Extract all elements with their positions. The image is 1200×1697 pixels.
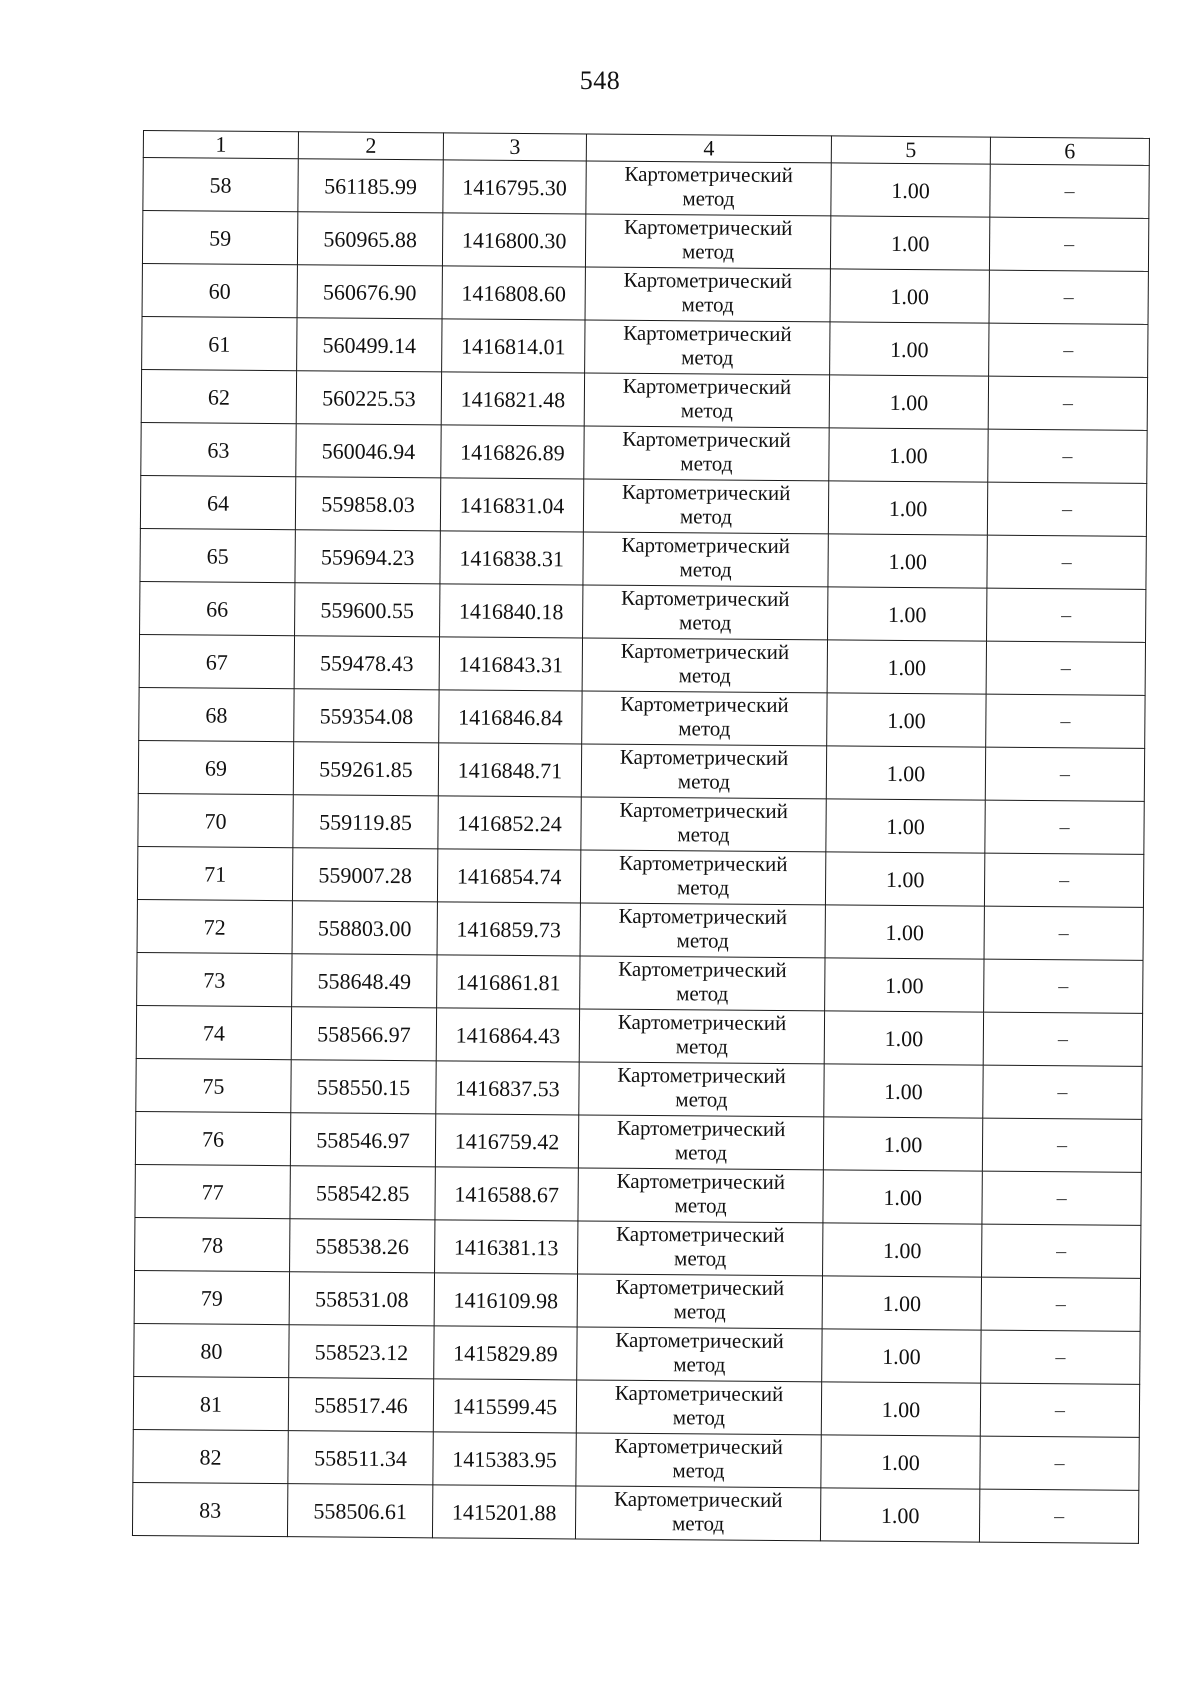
point-number-cell: 76 bbox=[135, 1111, 290, 1165]
x-coordinate-cell: 558511.34 bbox=[288, 1431, 433, 1485]
y-coordinate-cell: 1416859.73 bbox=[437, 902, 580, 956]
note-cell: – bbox=[984, 906, 1143, 960]
x-coordinate-cell: 558523.12 bbox=[289, 1325, 434, 1379]
method-line-2: метод bbox=[677, 769, 731, 794]
header-cell-4: 4 bbox=[586, 134, 831, 163]
method-line-2: метод bbox=[675, 1087, 728, 1112]
note-cell: – bbox=[984, 853, 1143, 907]
accuracy-cell: 1.00 bbox=[823, 1170, 982, 1224]
accuracy-cell: 1.00 bbox=[824, 1064, 983, 1118]
method-cell bbox=[585, 214, 830, 269]
accuracy-cell: 1.00 bbox=[827, 693, 986, 747]
header-cell-1: 1 bbox=[143, 131, 298, 159]
point-number-cell: 81 bbox=[133, 1376, 288, 1430]
point-number-cell: 60 bbox=[142, 263, 297, 317]
method-line-1: Картометрический bbox=[617, 1009, 787, 1036]
note-cell: – bbox=[988, 376, 1147, 430]
method-line-1: Картометрический bbox=[618, 850, 788, 877]
x-coordinate-cell: 558506.61 bbox=[287, 1484, 432, 1538]
x-coordinate-cell: 559694.23 bbox=[295, 530, 440, 584]
header-cell-3: 3 bbox=[443, 133, 586, 161]
method-line-1: Картометрический bbox=[624, 161, 793, 188]
y-coordinate-cell: 1416831.04 bbox=[440, 478, 583, 532]
y-coordinate-cell: 1416381.13 bbox=[435, 1220, 578, 1274]
method-cell bbox=[585, 320, 830, 375]
y-coordinate-cell: 1416814.01 bbox=[442, 319, 585, 373]
point-number-cell: 62 bbox=[141, 369, 296, 423]
note-cell: – bbox=[985, 747, 1144, 801]
method-line-2: метод bbox=[681, 292, 734, 317]
method-line-1: Картометрический bbox=[622, 426, 791, 453]
table-row bbox=[133, 1376, 1139, 1437]
note-cell: – bbox=[983, 1012, 1142, 1066]
table-row bbox=[135, 1217, 1141, 1278]
y-coordinate-cell: 1416864.43 bbox=[436, 1008, 579, 1062]
method-line-2: метод bbox=[676, 981, 729, 1006]
point-number-cell: 69 bbox=[138, 740, 293, 794]
y-coordinate-cell: 1416861.81 bbox=[437, 955, 580, 1009]
note-cell: – bbox=[986, 641, 1145, 695]
method-line-1: Картометрический bbox=[617, 1062, 786, 1089]
note-cell: – bbox=[989, 217, 1148, 271]
method-cell bbox=[576, 1433, 821, 1488]
note-cell: – bbox=[982, 1224, 1141, 1278]
y-coordinate-cell: 1416852.24 bbox=[438, 796, 581, 850]
table-row bbox=[133, 1429, 1139, 1490]
accuracy-cell: 1.00 bbox=[828, 534, 987, 588]
header-cell-6: 6 bbox=[990, 137, 1149, 165]
point-number-cell: 75 bbox=[136, 1058, 291, 1112]
y-coordinate-cell: 1416848.71 bbox=[438, 743, 581, 797]
y-coordinate-cell: 1415599.45 bbox=[433, 1379, 576, 1433]
method-cell bbox=[575, 1486, 820, 1541]
x-coordinate-cell: 558542.85 bbox=[290, 1166, 435, 1220]
table-row bbox=[141, 369, 1147, 430]
method-line-1: Картометрический bbox=[623, 267, 793, 294]
accuracy-cell: 1.00 bbox=[826, 746, 985, 800]
x-coordinate-cell: 560225.53 bbox=[296, 371, 441, 425]
method-cell bbox=[583, 532, 828, 587]
x-coordinate-cell: 559858.03 bbox=[295, 477, 440, 531]
x-coordinate-cell: 558566.97 bbox=[291, 1007, 436, 1061]
table-row bbox=[137, 952, 1143, 1013]
note-cell: – bbox=[982, 1118, 1141, 1172]
accuracy-cell: 1.00 bbox=[830, 322, 989, 376]
method-line-2: метод bbox=[678, 716, 731, 741]
accuracy-cell: 1.00 bbox=[823, 1223, 982, 1277]
table-row bbox=[139, 687, 1145, 748]
accuracy-cell: 1.00 bbox=[828, 587, 987, 641]
method-line-1: Картометрический bbox=[616, 1115, 786, 1142]
point-number-cell: 68 bbox=[139, 687, 294, 741]
x-coordinate-cell: 558538.26 bbox=[290, 1219, 435, 1273]
table-row bbox=[134, 1323, 1140, 1384]
method-cell bbox=[580, 903, 825, 958]
method-line-2: метод bbox=[679, 610, 732, 635]
table-row bbox=[140, 581, 1146, 642]
method-cell bbox=[581, 797, 826, 852]
accuracy-cell: 1.00 bbox=[825, 958, 984, 1012]
y-coordinate-cell: 1416109.98 bbox=[434, 1273, 577, 1327]
table-row bbox=[132, 1482, 1138, 1543]
method-line-2: метод bbox=[674, 1246, 727, 1271]
method-cell bbox=[584, 373, 829, 428]
point-number-cell: 83 bbox=[132, 1482, 287, 1536]
accuracy-cell: 1.00 bbox=[821, 1435, 980, 1489]
table-row bbox=[135, 1111, 1141, 1172]
x-coordinate-cell: 558546.97 bbox=[290, 1113, 435, 1167]
x-coordinate-cell: 559354.08 bbox=[294, 689, 439, 743]
note-cell: – bbox=[990, 164, 1149, 218]
point-number-cell: 80 bbox=[134, 1323, 289, 1377]
method-line-2: метод bbox=[679, 557, 732, 582]
x-coordinate-cell: 559119.85 bbox=[293, 795, 438, 849]
method-cell bbox=[580, 850, 825, 905]
method-cell bbox=[579, 1009, 824, 1064]
method-cell bbox=[579, 1062, 824, 1117]
point-number-cell: 67 bbox=[139, 634, 294, 688]
method-cell bbox=[582, 638, 827, 693]
method-cell bbox=[576, 1380, 821, 1435]
note-cell: – bbox=[980, 1436, 1139, 1490]
method-line-1: Картометрический bbox=[619, 744, 789, 771]
method-line-1: Картометрический bbox=[621, 479, 791, 506]
header-cell-5: 5 bbox=[831, 136, 990, 164]
note-cell: – bbox=[988, 429, 1147, 483]
method-cell bbox=[582, 691, 827, 746]
method-line-2: метод bbox=[672, 1458, 725, 1483]
note-cell: – bbox=[987, 482, 1146, 536]
note-cell: – bbox=[979, 1489, 1138, 1543]
point-number-cell: 74 bbox=[136, 1005, 291, 1059]
x-coordinate-cell: 560676.90 bbox=[297, 265, 442, 319]
point-number-cell: 71 bbox=[137, 846, 292, 900]
x-coordinate-cell: 559478.43 bbox=[294, 636, 439, 690]
point-number-cell: 72 bbox=[137, 899, 292, 953]
method-line-2: метод bbox=[676, 928, 729, 953]
point-number-cell: 66 bbox=[140, 581, 295, 635]
method-line-1: Картометрический bbox=[614, 1433, 784, 1460]
method-line-2: метод bbox=[671, 1511, 725, 1536]
method-line-2: метод bbox=[681, 239, 735, 264]
method-line-1: Картометрический bbox=[623, 320, 792, 347]
method-line-1: Картометрический bbox=[618, 903, 788, 930]
point-number-cell: 61 bbox=[142, 316, 297, 370]
table-row bbox=[140, 528, 1146, 589]
y-coordinate-cell: 1416843.31 bbox=[439, 637, 582, 691]
method-line-1: Картометрический bbox=[621, 585, 790, 612]
point-number-cell: 63 bbox=[141, 422, 296, 476]
method-line-2: метод bbox=[681, 345, 734, 370]
y-coordinate-cell: 1416588.67 bbox=[435, 1167, 578, 1221]
point-number-cell: 79 bbox=[134, 1270, 289, 1324]
method-line-1: Картометрический bbox=[622, 373, 792, 400]
header-cell-2: 2 bbox=[298, 132, 443, 160]
accuracy-cell: 1.00 bbox=[828, 481, 987, 535]
accuracy-cell: 1.00 bbox=[820, 1488, 979, 1542]
method-line-2: метод bbox=[672, 1405, 726, 1430]
y-coordinate-cell: 1416840.18 bbox=[440, 584, 583, 638]
method-cell bbox=[577, 1274, 822, 1329]
note-cell: – bbox=[981, 1330, 1140, 1384]
note-cell: – bbox=[989, 323, 1148, 377]
table-row bbox=[142, 263, 1148, 324]
note-cell: – bbox=[983, 1065, 1142, 1119]
method-cell bbox=[578, 1168, 823, 1223]
method-cell bbox=[583, 479, 828, 534]
table-row bbox=[143, 158, 1149, 219]
point-number-cell: 59 bbox=[142, 211, 297, 265]
accuracy-cell: 1.00 bbox=[825, 905, 984, 959]
note-cell: – bbox=[985, 800, 1144, 854]
accuracy-cell: 1.00 bbox=[830, 216, 989, 270]
point-number-cell: 78 bbox=[135, 1217, 290, 1271]
point-number-cell: 82 bbox=[133, 1429, 288, 1483]
point-number-cell: 73 bbox=[137, 952, 292, 1006]
accuracy-cell: 1.00 bbox=[829, 375, 988, 429]
method-line-2: метод bbox=[677, 822, 730, 847]
accuracy-cell: 1.00 bbox=[822, 1329, 981, 1383]
y-coordinate-cell: 1416808.60 bbox=[442, 266, 585, 320]
table-row bbox=[134, 1270, 1140, 1331]
method-line-1: Картометрический bbox=[616, 1221, 785, 1248]
method-line-1: Картометрический bbox=[623, 214, 793, 241]
method-line-2: метод bbox=[673, 1299, 726, 1324]
note-cell: – bbox=[987, 588, 1146, 642]
method-line-1: Картометрический bbox=[620, 691, 789, 718]
method-line-1: Картометрический bbox=[618, 956, 787, 983]
note-cell: – bbox=[981, 1277, 1140, 1331]
y-coordinate-cell: 1416837.53 bbox=[436, 1061, 579, 1115]
y-coordinate-cell: 1416800.30 bbox=[442, 213, 585, 267]
point-number-cell: 70 bbox=[138, 793, 293, 847]
point-number-cell: 65 bbox=[140, 528, 295, 582]
x-coordinate-cell: 558517.46 bbox=[288, 1378, 433, 1432]
x-coordinate-cell: 560499.14 bbox=[297, 318, 442, 372]
method-cell bbox=[580, 956, 825, 1011]
y-coordinate-cell: 1416826.89 bbox=[441, 425, 584, 479]
coordinates-table bbox=[132, 130, 1150, 1544]
method-line-1: Картометрический bbox=[616, 1168, 786, 1195]
x-coordinate-cell: 558648.49 bbox=[292, 954, 437, 1008]
accuracy-cell: 1.00 bbox=[827, 640, 986, 694]
note-cell: – bbox=[980, 1383, 1139, 1437]
method-line-1: Картометрический bbox=[619, 797, 788, 824]
method-line-2: метод bbox=[676, 875, 730, 900]
y-coordinate-cell: 1416759.42 bbox=[435, 1114, 578, 1168]
note-cell: – bbox=[984, 959, 1143, 1013]
x-coordinate-cell: 561185.99 bbox=[298, 159, 443, 213]
x-coordinate-cell: 558550.15 bbox=[291, 1060, 436, 1114]
method-line-2: метод bbox=[674, 1193, 727, 1218]
method-cell bbox=[578, 1115, 823, 1170]
y-coordinate-cell: 1416854.74 bbox=[437, 849, 580, 903]
method-cell bbox=[584, 426, 829, 481]
y-coordinate-cell: 1415201.88 bbox=[432, 1485, 575, 1539]
method-cell bbox=[586, 161, 831, 216]
y-coordinate-cell: 1415383.95 bbox=[433, 1432, 576, 1486]
page-number: 548 bbox=[579, 66, 621, 95]
point-number-cell: 77 bbox=[135, 1164, 290, 1218]
method-line-2: метод bbox=[680, 398, 733, 423]
note-cell: – bbox=[987, 535, 1146, 589]
y-coordinate-cell: 1416846.84 bbox=[439, 690, 582, 744]
method-cell bbox=[577, 1327, 822, 1382]
method-line-1: Картометрический bbox=[614, 1380, 784, 1407]
accuracy-cell: 1.00 bbox=[826, 799, 985, 853]
method-line-2: метод bbox=[679, 504, 733, 529]
table-body bbox=[132, 158, 1149, 1544]
table-row bbox=[137, 899, 1143, 960]
method-line-2: метод bbox=[678, 663, 731, 688]
method-line-2: метод bbox=[675, 1034, 728, 1059]
method-line-1: Картометрический bbox=[620, 638, 790, 665]
table-row bbox=[139, 634, 1145, 695]
x-coordinate-cell: 560046.94 bbox=[296, 424, 441, 478]
accuracy-cell: 1.00 bbox=[823, 1117, 982, 1171]
table-row bbox=[142, 316, 1148, 377]
method-line-2: метод bbox=[680, 451, 733, 476]
method-line-2: метод bbox=[674, 1140, 728, 1165]
accuracy-cell: 1.00 bbox=[830, 269, 989, 323]
table-row bbox=[136, 1058, 1142, 1119]
accuracy-cell: 1.00 bbox=[821, 1382, 980, 1436]
table-row bbox=[138, 740, 1144, 801]
method-line-1: Картометрический bbox=[615, 1327, 784, 1354]
x-coordinate-cell: 558803.00 bbox=[292, 901, 437, 955]
method-cell bbox=[583, 585, 828, 640]
x-coordinate-cell: 558531.08 bbox=[289, 1272, 434, 1326]
x-coordinate-cell: 559007.28 bbox=[292, 848, 437, 902]
method-cell bbox=[585, 267, 830, 322]
table-row bbox=[138, 793, 1144, 854]
note-cell: – bbox=[989, 270, 1148, 324]
y-coordinate-cell: 1416795.30 bbox=[443, 160, 586, 214]
point-number-cell: 64 bbox=[140, 475, 295, 529]
accuracy-cell: 1.00 bbox=[824, 1011, 983, 1065]
table-row bbox=[141, 422, 1147, 483]
accuracy-cell: 1.00 bbox=[825, 852, 984, 906]
y-coordinate-cell: 1416821.48 bbox=[441, 372, 584, 426]
note-cell: – bbox=[986, 694, 1145, 748]
point-number-cell: 58 bbox=[143, 158, 298, 212]
table-row bbox=[140, 475, 1146, 536]
x-coordinate-cell: 559261.85 bbox=[293, 742, 438, 796]
accuracy-cell: 1.00 bbox=[822, 1276, 981, 1330]
table-row bbox=[137, 846, 1143, 907]
method-line-2: метод bbox=[673, 1352, 726, 1377]
method-cell bbox=[578, 1221, 823, 1276]
method-line-1: Картометрический bbox=[621, 532, 791, 559]
x-coordinate-cell: 560965.88 bbox=[297, 212, 442, 266]
accuracy-cell: 1.00 bbox=[829, 428, 988, 482]
x-coordinate-cell: 559600.55 bbox=[295, 583, 440, 637]
method-line-1: Картометрический bbox=[615, 1274, 785, 1301]
table-row bbox=[136, 1005, 1142, 1066]
y-coordinate-cell: 1416838.31 bbox=[440, 531, 583, 585]
y-coordinate-cell: 1415829.89 bbox=[434, 1326, 577, 1380]
method-line-2: метод bbox=[682, 186, 735, 211]
table-row bbox=[135, 1164, 1141, 1225]
note-cell: – bbox=[982, 1171, 1141, 1225]
table-row bbox=[142, 211, 1148, 272]
method-line-1: Картометрический bbox=[613, 1486, 783, 1513]
accuracy-cell: 1.00 bbox=[831, 163, 990, 217]
method-cell bbox=[581, 744, 826, 799]
